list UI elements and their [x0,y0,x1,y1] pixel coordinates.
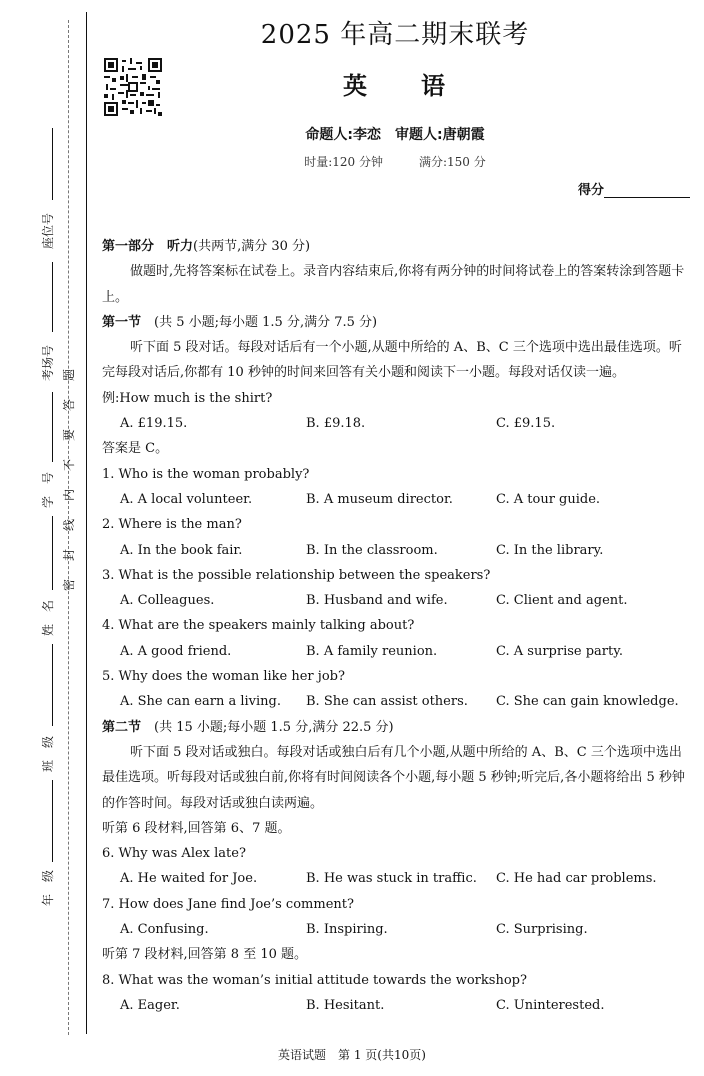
option-b: B. A family reunion. [306,643,438,659]
option-c: C. She can gain knowledge. [496,694,679,710]
question-7: 7. How does Jane find Joe’s comment? [102,896,354,912]
option-c: C. He had car problems. [496,871,657,887]
student-id-label: 学 号 [41,471,56,509]
name-label: 姓 名 [41,599,56,637]
student-id-line [52,392,53,462]
class-line [52,644,53,726]
option-a: A. Eager. [120,997,180,1013]
class-label: 班 级 [41,735,56,773]
question-6: 6. Why was Alex late? [102,846,246,862]
question-6-options [102,866,692,891]
question-4: 4. What are the speakers mainly talking about? [102,618,415,634]
seal-warning-text: 题 答 要 不 内 线 封 密 [62,368,76,591]
question-8-options [102,993,692,1018]
time-score-info: 时量:120 分钟 满分:150 分 [304,155,486,169]
option-a: A. He waited for Joe. [120,871,258,887]
score-box [578,179,690,198]
example-answer: 答案是 C。 [102,441,169,457]
exam-room-line [52,262,53,332]
option-c: C. Client and agent. [496,593,628,609]
example-question: 例:How much is the shirt? [102,390,273,406]
option-b: B. Hesitant. [306,997,385,1013]
part1-heading: 第一部分 听力(共两节,满分 30 分) [102,239,311,254]
question-1: 1. Who is the woman probably? [102,466,310,482]
option-a: A. A local volunteer. [120,491,253,507]
option-b: B. Inspiring. [306,922,388,938]
option-a: A. She can earn a living. [120,694,281,710]
question-1-options [102,487,692,512]
question-2: 2. Where is the man? [102,517,242,533]
option-a: A. A good friend. [120,643,232,659]
score-blank[interactable] [604,185,690,198]
question-3: 3. What is the possible relationship between the speakers? [102,567,491,583]
authors-line: 命题人:李恋 审题人:唐朝霞 [305,127,485,143]
seat-number-label: 座位号 [41,212,56,250]
option-b: B. In the classroom. [306,542,438,558]
option-c: C. £9.15. [496,416,556,432]
material-6-note: 听第 6 段材料,回答第 6、7 题。 [102,820,291,836]
exam-title: 2025 年高二期末联考 [260,20,530,50]
page-footer: 英语试题 第 1 页(共10页) [278,1048,426,1062]
option-c: C. Surprising. [496,922,588,938]
option-b: B. Husband and wife. [306,593,448,609]
question-5-options [102,689,692,714]
score-label: 得分 [577,183,604,198]
example-options [102,411,692,436]
exam-content [102,234,692,1018]
option-c: C. A surprise party. [496,643,623,659]
grade-line [52,780,53,862]
option-b: B. £9.18. [306,416,366,432]
option-a: A. £19.15. [120,416,188,432]
question-2-options [102,538,692,563]
question-5: 5. Why does the woman like her job? [102,669,345,685]
section1-heading: 第一节 (共 5 小题;每小题 1.5 分,满分 7.5 分) [102,314,378,330]
section2-instructions: 听下面 5 段对话或独白。每段对话或独白后有几个小题,从题中所给的 A、B、C 三个选项中选出最佳选项。听每段对话或独白前,你将有时间阅读各个小题,每小题 5 秒钟;听完后,各小题将给出 5 秒钟的作答时间。每段对话或独白读两遍。 [102,744,685,811]
part1-instructions: 做题时,先将答案标在试卷上。录音内容结束后,你将有两分钟的时间将试卷上的答案转涂到答题卡上。 [102,264,685,305]
option-a: A. Confusing. [120,922,209,938]
question-4-options [102,639,692,664]
option-a: A. Colleagues. [120,593,215,609]
option-c: C. In the library. [496,542,604,558]
option-a: A. In the book fair. [120,542,243,558]
question-8: 8. What was the woman’s initial attitude towards the workshop? [102,972,527,988]
section1-instructions: 听下面 5 段对话。每段对话后有一个小题,从题中所给的 A、B、C 三个选项中选出最佳选项。听完每段对话后,你都有 10 秒钟的时间来回答有关小题和阅读下一小题。每段对话仅读一遍。 [102,340,682,381]
question-7-options [102,917,692,942]
option-b: B. She can assist others. [306,694,468,710]
material-7-note: 听第 7 段材料,回答第 8 至 10 题。 [102,947,308,963]
subject-title: 英 语 [343,72,447,100]
question-3-options [102,588,692,613]
name-line [52,516,53,590]
seat-number-line [52,128,53,200]
option-c: C. Uninterested. [496,997,605,1013]
grade-label: 年 级 [41,869,56,907]
option-c: C. A tour guide. [496,491,601,507]
section2-heading: 第二节 (共 15 小题;每小题 1.5 分,满分 22.5 分) [102,719,394,735]
option-b: B. He was stuck in traffic. [306,871,477,887]
option-b: B. A museum director. [306,491,453,507]
exam-room-label: 考场号 [41,344,56,382]
